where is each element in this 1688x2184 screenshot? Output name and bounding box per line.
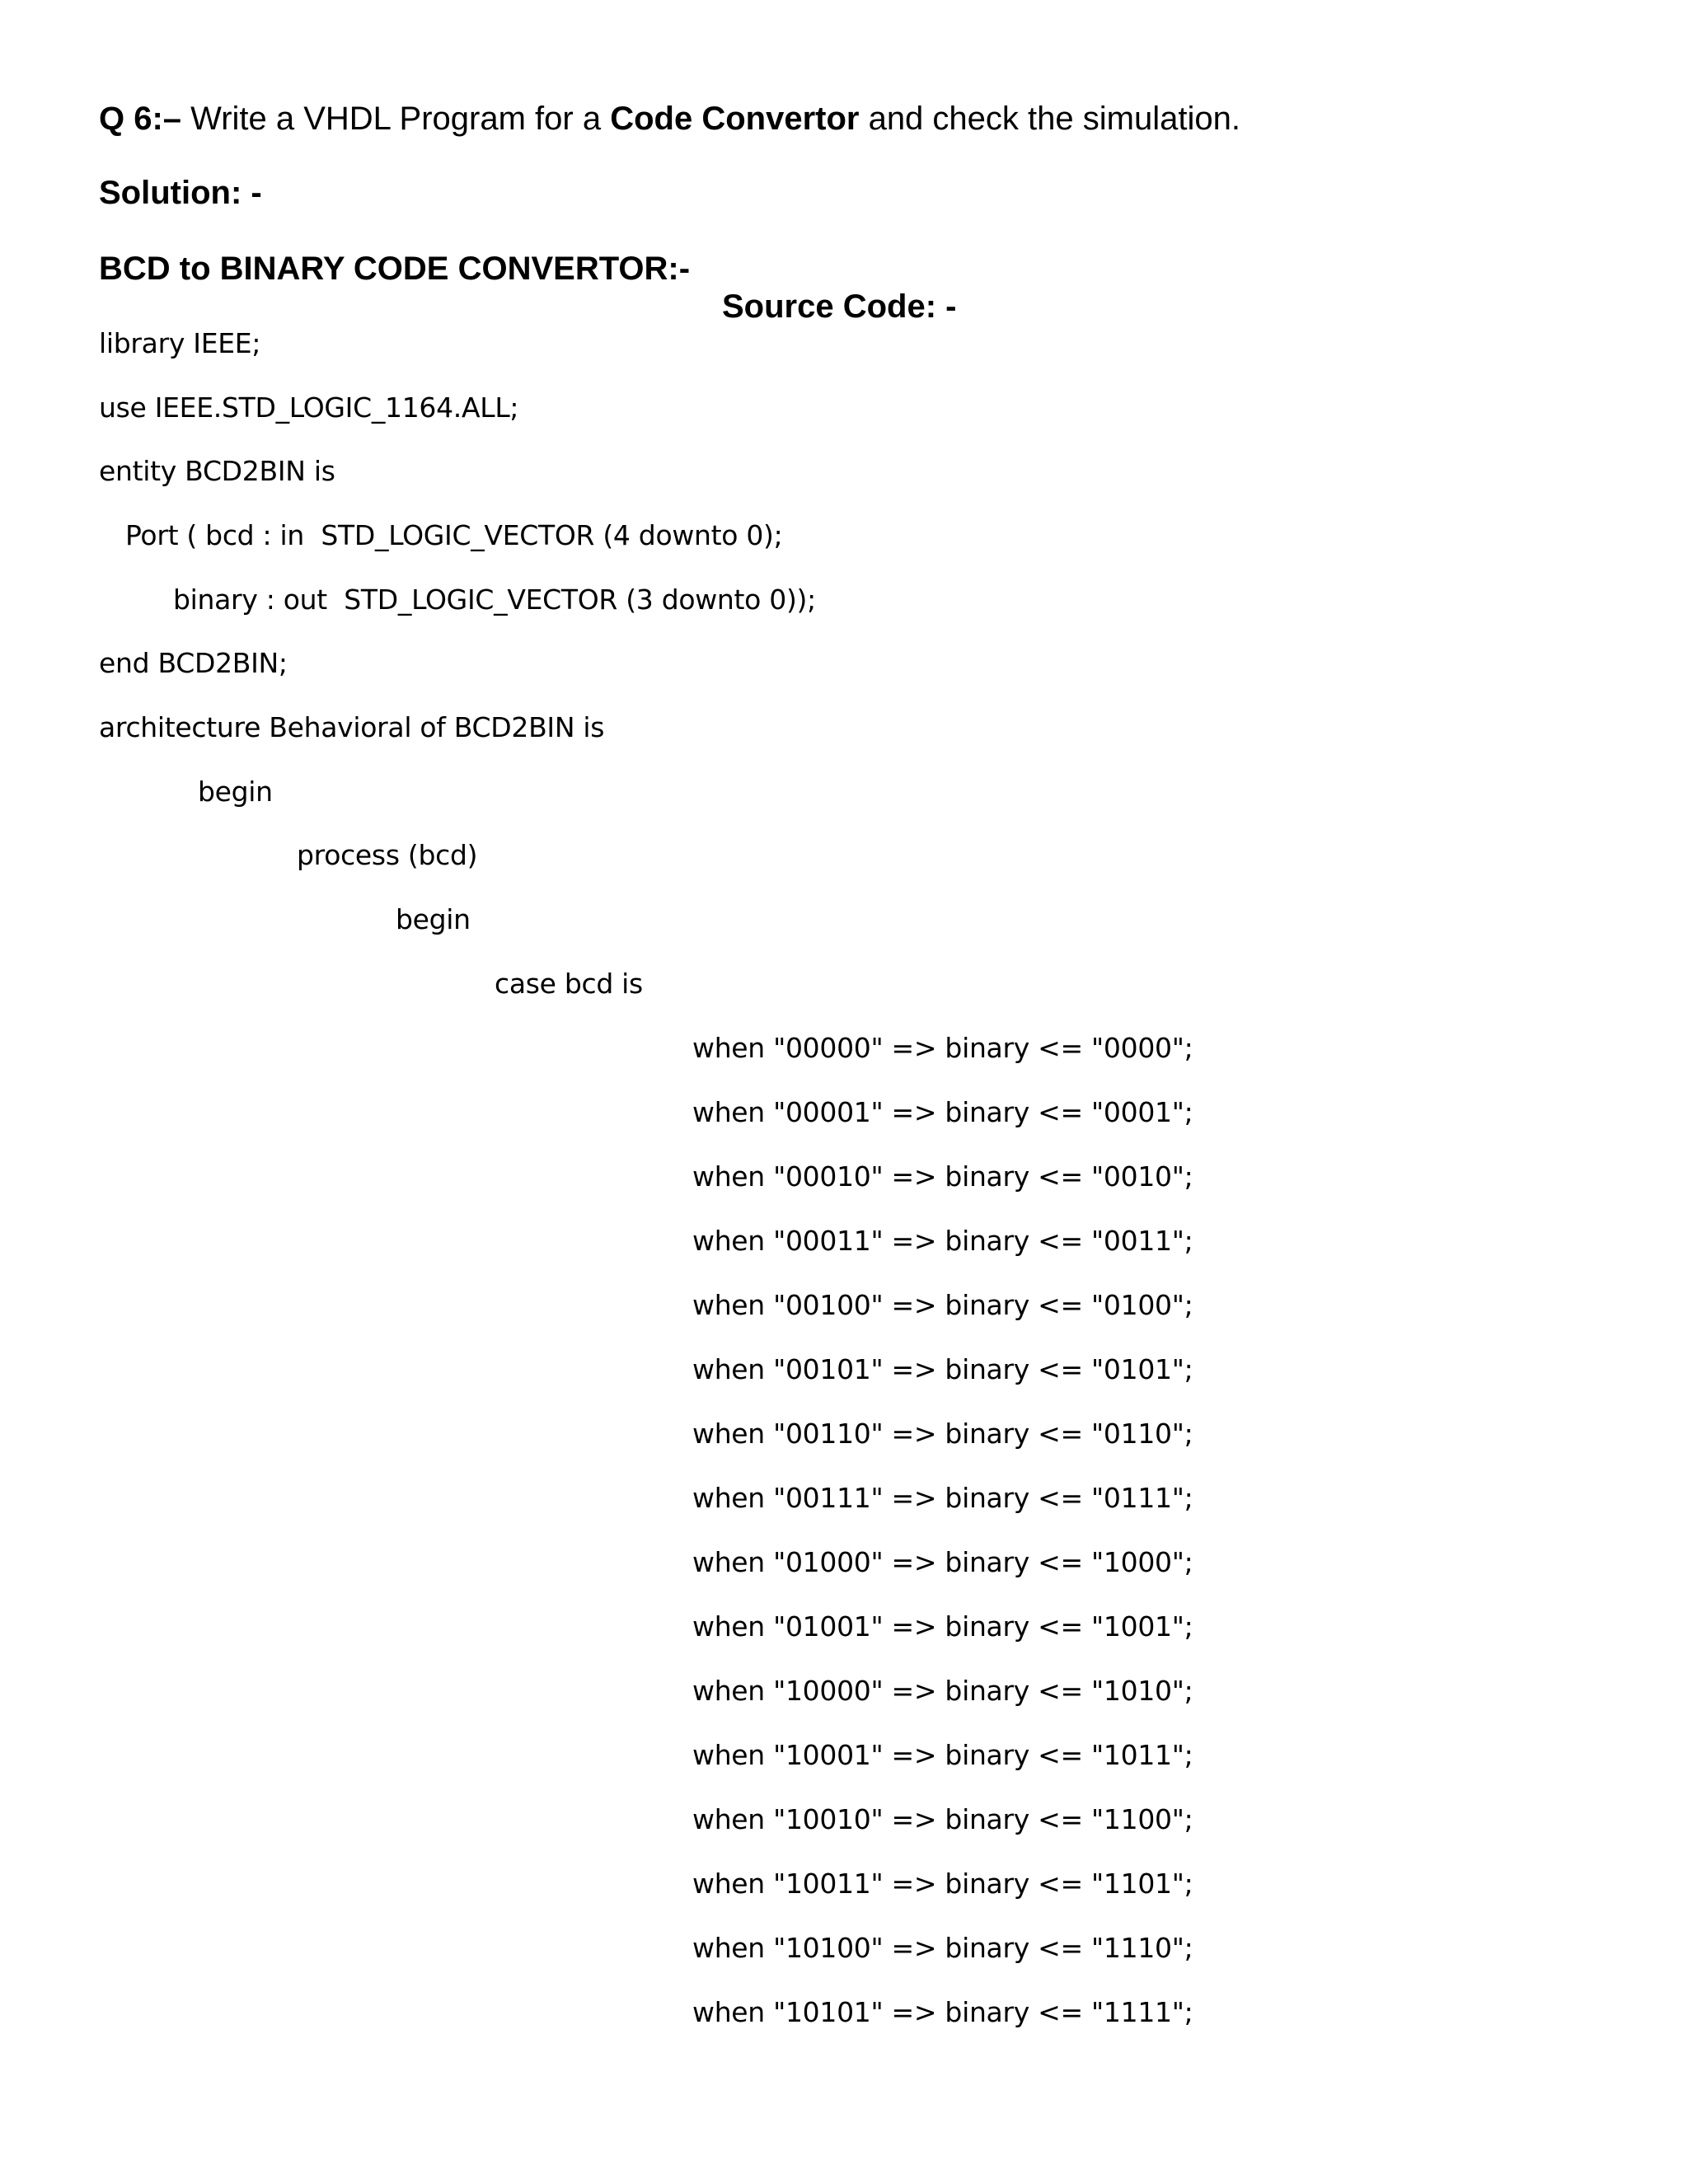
case-when-line: when "10101" => binary <= "1111"; bbox=[692, 1996, 1193, 2028]
case-when-line: when "00000" => binary <= "0000"; bbox=[692, 1032, 1193, 1064]
case-when-line: when "10001" => binary <= "1011"; bbox=[692, 1739, 1193, 1771]
code-line: begin bbox=[396, 903, 471, 935]
section-title: BCD to BINARY CODE CONVERTOR:- bbox=[99, 251, 691, 287]
code-line: case bcd is bbox=[495, 968, 643, 1000]
case-when-line: when "00001" => binary <= "0001"; bbox=[692, 1096, 1193, 1128]
question-text-after: and check the simulation. bbox=[859, 101, 1240, 137]
case-when-line: when "10011" => binary <= "1101"; bbox=[692, 1868, 1193, 1900]
code-line: entity BCD2BIN is bbox=[99, 455, 335, 487]
question-text-before: Write a VHDL Program for a bbox=[181, 101, 611, 137]
case-when-line: when "01001" => binary <= "1001"; bbox=[692, 1610, 1193, 1643]
case-when-line: when "01000" => binary <= "1000"; bbox=[692, 1546, 1193, 1578]
case-when-line: when "00100" => binary <= "0100"; bbox=[692, 1289, 1193, 1321]
code-line: use IEEE.STD_LOGIC_1164.ALL; bbox=[99, 391, 519, 424]
case-when-line: when "00101" => binary <= "0101"; bbox=[692, 1353, 1193, 1385]
case-when-line: when "00010" => binary <= "0010"; bbox=[692, 1160, 1193, 1193]
case-when-line: when "10000" => binary <= "1010"; bbox=[692, 1675, 1193, 1707]
solution-label: Solution: - bbox=[99, 175, 262, 211]
question-bold-term: Code Convertor bbox=[610, 101, 860, 137]
question-number: Q 6:– bbox=[99, 101, 182, 137]
code-line: process (bcd) bbox=[297, 839, 478, 871]
code-line: binary : out STD_LOGIC_VECTOR (3 downto 0)); bbox=[173, 583, 816, 616]
code-line: begin bbox=[198, 776, 273, 808]
case-when-line: when "10010" => binary <= "1100"; bbox=[692, 1803, 1193, 1835]
case-when-line: when "10100" => binary <= "1110"; bbox=[692, 1932, 1193, 1964]
source-code-label: Source Code: - bbox=[722, 288, 957, 325]
case-when-line: when "00110" => binary <= "0110"; bbox=[692, 1418, 1193, 1450]
case-when-line: when "00111" => binary <= "0111"; bbox=[692, 1482, 1193, 1514]
code-line: end BCD2BIN; bbox=[99, 647, 288, 679]
code-line: library IEEE; bbox=[99, 327, 261, 359]
case-when-line: when "00011" => binary <= "0011"; bbox=[692, 1225, 1193, 1257]
code-line: Port ( bcd : in STD_LOGIC_VECTOR (4 downto 0); bbox=[125, 519, 783, 551]
code-line: architecture Behavioral of BCD2BIN is bbox=[99, 711, 605, 743]
